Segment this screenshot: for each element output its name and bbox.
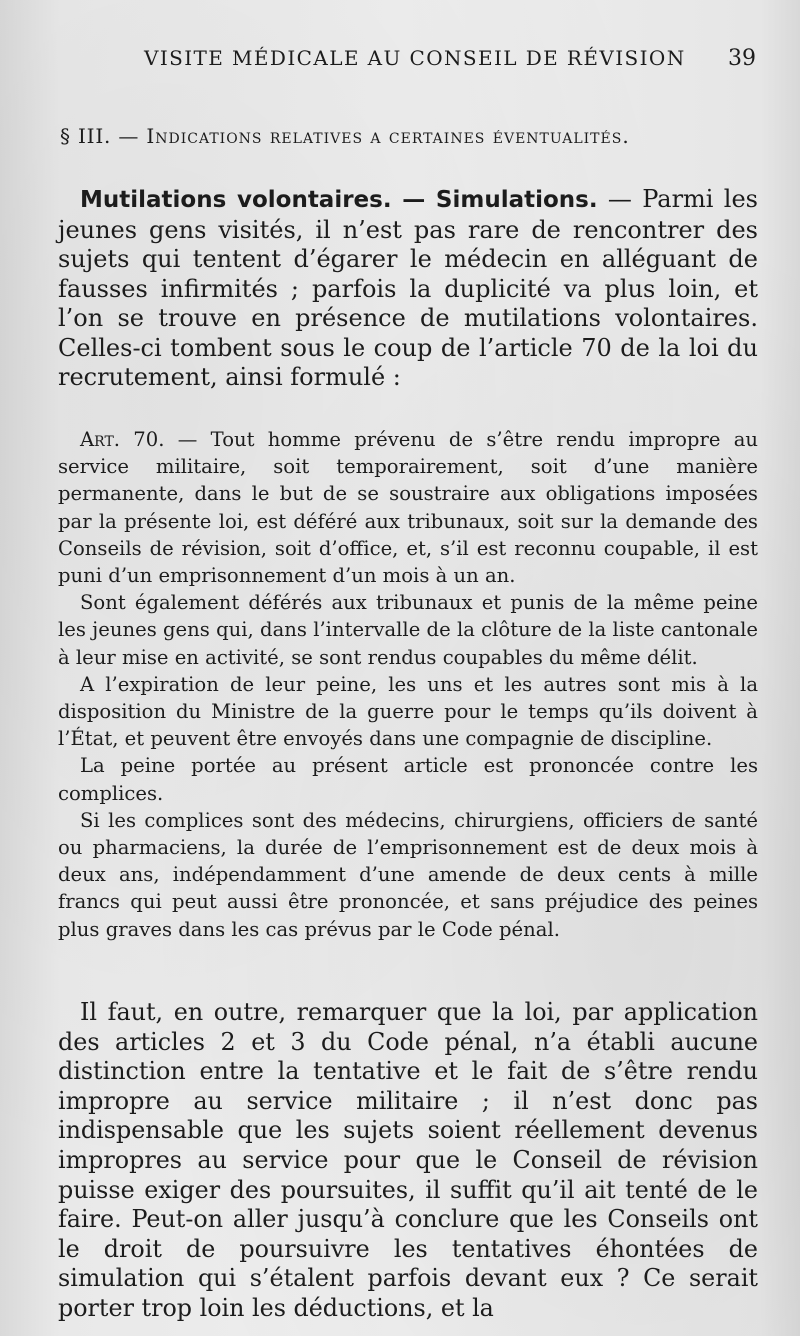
section-title: Indications relatives a certaines éventualités.: [146, 124, 630, 148]
article-paragraph-4: La peine portée au présent article est prononcée contre les complices.: [58, 754, 758, 805]
article-paragraph-2: Sont également déférés aux tribunaux et punis de la même peine les jeunes gens qui, dans l’intervalle de la clôture de la liste cantonale à leur mise en activité, se sont rendus coupables du même délit.: [58, 591, 758, 669]
section-number: § III. —: [60, 124, 140, 148]
running-header: [56, 46, 756, 80]
running-title: VISITE MÉDICALE AU CONSEIL DE RÉVISION: [144, 46, 686, 70]
article-quote: [58, 426, 758, 943]
paragraph-remark: Il faut, en outre, remarquer que la loi, par application des articles 2 et 3 du Code pénal, n’a établi aucune distinction entre la tentative et le fait de s’être rendu impropre au service militaire ; il n’est donc pas indispensable que les sujets soient réellement devenus impropres au service pour que le Conseil de révision puisse exiger des poursuites, il suffit qu’il ait tenté de le faire. Peut-on aller jusqu’à conclure que les Conseils ont le droit de poursuivre les tentatives éhontées de simulation qui s’étalent parfois devant eux ? Ce serait porter trop loin les déductions, et la: [58, 998, 758, 1322]
article-paragraph-1: [58, 426, 758, 589]
article-paragraph-3: A l’expiration de leur peine, les uns et les autres sont mis à la disposition du Ministre de la guerre pour le temps qu’ils doivent à l’État, et peuvent être envoyés dans une compagnie de discipline.: [58, 672, 758, 751]
paragraph-mutilations: [58, 185, 758, 393]
article-paragraph-5: Si les complices sont des médecins, chirurgiens, officiers de santé ou pharmaciens, la durée de l’emprisonnement est de deux mois à deux ans, indépendamment d’une amende de deux cents à mille francs qui peut aussi être prononcée, et sans préjudice des peines plus graves dans les cas prévus par le Code pénal.: [58, 808, 758, 941]
paragraph-text: — Parmi les jeunes gens visités, il n’est pas rare de rencontrer des sujets qui tentent d’égarer le médecin en alléguant de fausses infirmités ; parfois la duplicité va plus loin, et l’on se trouve en présence de mutilations volontaires. Celles-ci tombent sous le coup de l’article 70 de la loi du recrutement, ainsi formulé :: [58, 185, 758, 391]
article-label: Art. 70.: [80, 428, 165, 451]
article-text-1: — Tout homme prévenu de s’être rendu impropre au service militaire, soit temporairement, soit d’une manière permanente, dans le but de se soustraire aux obligations imposées par la présente loi, est déféré aux tribunaux, soit sur la demande des Conseils de révision, soit d’office, et, s’il est reconnu coupable, il est puni d’un emprisonnement d’un mois à un an.: [58, 428, 759, 588]
section-heading: [60, 124, 760, 148]
page-number: 39: [728, 46, 756, 71]
paragraph-heading: Mutilations volontaires. — Simulations.: [80, 187, 598, 213]
